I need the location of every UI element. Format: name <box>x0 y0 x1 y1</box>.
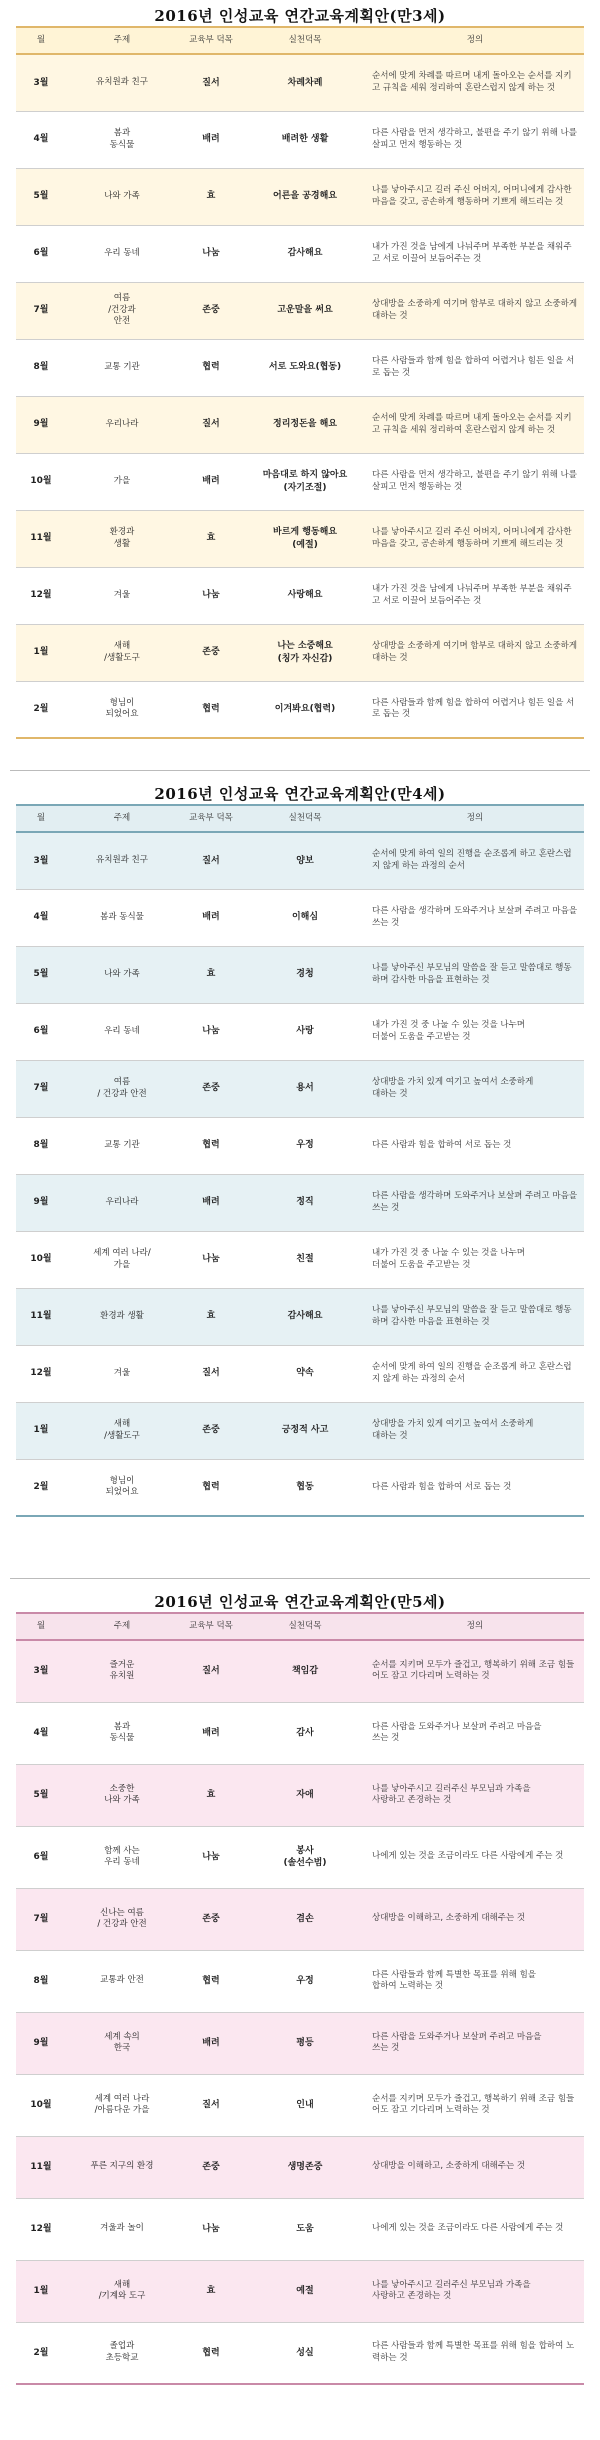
topic-cell: 즐거운 유치원 <box>66 1640 178 1702</box>
month-cell: 10월 <box>16 2074 66 2136</box>
header-practice: 실천덕목 <box>244 27 366 54</box>
practice-cell: 감사해요 <box>244 1288 366 1345</box>
practice-cell: 사랑해요 <box>244 567 366 624</box>
table-row <box>16 1288 584 1345</box>
table-row <box>16 2136 584 2198</box>
topic-cell: 새해 /생활도구 <box>66 624 178 681</box>
virtue-cell: 효 <box>178 510 244 567</box>
virtue-cell: 질서 <box>178 1640 244 1702</box>
table-row <box>16 2074 584 2136</box>
virtue-cell: 효 <box>178 168 244 225</box>
topic-cell: 겨울 <box>66 1345 178 1402</box>
table-row <box>16 2012 584 2074</box>
section-title: 2016년 인성교육 연간교육계획안(만3세) <box>154 6 446 25</box>
definition-cell: 순서에 맞게 차례를 따르며 내게 돌아오는 순서를 지키고 규칙을 세워 정리하여 혼란스럽지 않게 하는 것 <box>366 54 584 111</box>
month-cell: 3월 <box>16 54 66 111</box>
definition-cell: 다른 사람을 도와주거나 보살펴 주려고 마음을 쓰는 것 <box>366 1702 584 1764</box>
definition-cell: 상대방을 소중하게 여기며 함부로 대하지 않고 소중하게 대하는 것 <box>366 624 584 681</box>
table-row <box>16 225 584 282</box>
header-definition: 정의 <box>366 1613 584 1640</box>
practice-cell: 경청 <box>244 946 366 1003</box>
month-cell: 8월 <box>16 1117 66 1174</box>
topic-cell: 형님이 되었어요 <box>66 1459 178 1516</box>
month-cell: 9월 <box>16 2012 66 2074</box>
month-cell: 8월 <box>16 1950 66 2012</box>
topic-cell: 세계 여러 나라 /아름다운 가을 <box>66 2074 178 2136</box>
virtue-cell: 배려 <box>178 2012 244 2074</box>
table-row <box>16 1003 584 1060</box>
virtue-cell: 질서 <box>178 1345 244 1402</box>
topic-cell: 교통 기관 <box>66 1117 178 1174</box>
virtue-cell: 질서 <box>178 2074 244 2136</box>
definition-cell: 내가 가진 것을 남에게 나눠주며 부족한 부분을 채워주고 서로 이끌어 보듬어주는 것 <box>366 567 584 624</box>
practice-cell: 약속 <box>244 1345 366 1402</box>
virtue-cell: 배려 <box>178 111 244 168</box>
definition-cell: 다른 사람을 도와주거나 보살펴 주려고 마음을 쓰는 것 <box>366 2012 584 2074</box>
definition-cell: 나를 낳아주시고 길러 주신 어버지, 어머니에게 감사한 마음을 갖고, 공손하게 행동하며 기쁘게 해드리는 것 <box>366 510 584 567</box>
virtue-cell: 존중 <box>178 2136 244 2198</box>
virtue-cell: 나눔 <box>178 1003 244 1060</box>
definition-cell: 다른 사람과 힘을 합하여 서로 돕는 것 <box>366 1117 584 1174</box>
table-row <box>16 453 584 510</box>
virtue-cell: 존중 <box>178 1060 244 1117</box>
practice-cell: 정직 <box>244 1174 366 1231</box>
topic-cell: 우리나라 <box>66 1174 178 1231</box>
plan-table <box>16 1612 584 2385</box>
practice-cell: 책임감 <box>244 1640 366 1702</box>
topic-cell: 세계 여러 나라/ 가을 <box>66 1231 178 1288</box>
header-virtue: 교육부 덕목 <box>178 805 244 832</box>
virtue-cell: 질서 <box>178 54 244 111</box>
virtue-cell: 배려 <box>178 1174 244 1231</box>
virtue-cell: 존중 <box>178 282 244 339</box>
table-row <box>16 1402 584 1459</box>
practice-cell: 성실 <box>244 2322 366 2384</box>
month-cell: 10월 <box>16 453 66 510</box>
definition-cell: 다른 사람들과 함께 특별한 목표를 위해 힘을 합하여 노력하는 것 <box>366 2322 584 2384</box>
header-virtue: 교육부 덕목 <box>178 1613 244 1640</box>
topic-cell: 환경과 생활 <box>66 510 178 567</box>
definition-cell: 내가 가진 것 중 나눌 수 있는 것을 나누며 더불어 도움을 주고받는 것 <box>366 1231 584 1288</box>
virtue-cell: 존중 <box>178 1888 244 1950</box>
practice-cell: 예절 <box>244 2260 366 2322</box>
definition-cell: 상대방을 이해하고, 소중하게 대해주는 것 <box>366 2136 584 2198</box>
header-topic: 주제 <box>66 805 178 832</box>
practice-cell: 도움 <box>244 2198 366 2260</box>
plan-table <box>16 26 584 739</box>
virtue-cell: 협력 <box>178 2322 244 2384</box>
header-month: 월 <box>16 27 66 54</box>
practice-cell: 이해심 <box>244 889 366 946</box>
practice-cell: 배려한 생활 <box>244 111 366 168</box>
virtue-cell: 나눔 <box>178 2198 244 2260</box>
practice-cell: 우정 <box>244 1950 366 2012</box>
definition-cell: 다른 사람들과 함께 힘을 합하여 어렵거나 힘든 일을 서로 돕는 것 <box>366 339 584 396</box>
definition-cell: 순서를 지키며 모두가 즐겁고, 행복하기 위해 조금 힘들어도 잠고 기다리며 노력하는 것 <box>366 2074 584 2136</box>
definition-cell: 상대방을 가치 있게 여기고 높여서 소중하게 대하는 것 <box>366 1402 584 1459</box>
month-cell: 2월 <box>16 2322 66 2384</box>
topic-cell: 새해 /기계와 도구 <box>66 2260 178 2322</box>
definition-cell: 나에게 있는 것을 조금이라도 다른 사람에게 주는 것 <box>366 2198 584 2260</box>
topic-cell: 우리 동네 <box>66 225 178 282</box>
month-cell: 2월 <box>16 1459 66 1516</box>
month-cell: 1월 <box>16 1402 66 1459</box>
month-cell: 4월 <box>16 111 66 168</box>
definition-cell: 나를 낳아주신 부모님의 말씀을 잘 듣고 말씀대로 행동하며 감사한 마음을 표현하는 것 <box>366 946 584 1003</box>
month-cell: 3월 <box>16 832 66 889</box>
practice-cell: 어른을 공경해요 <box>244 168 366 225</box>
definition-cell: 다른 사람들과 함께 특별한 목표를 위해 힘을 합하여 노력하는 것 <box>366 1950 584 2012</box>
topic-cell: 유치원과 친구 <box>66 54 178 111</box>
topic-cell: 봄과 동식물 <box>66 889 178 946</box>
month-cell: 6월 <box>16 225 66 282</box>
plan-section-age3 <box>16 4 584 739</box>
virtue-cell: 배려 <box>178 1702 244 1764</box>
virtue-cell: 효 <box>178 2260 244 2322</box>
practice-cell: 평등 <box>244 2012 366 2074</box>
table-row <box>16 1117 584 1174</box>
header-topic: 주제 <box>66 27 178 54</box>
virtue-cell: 나눔 <box>178 1231 244 1288</box>
table-row <box>16 168 584 225</box>
practice-cell: 감사해요 <box>244 225 366 282</box>
header-definition: 정의 <box>366 805 584 832</box>
table-row <box>16 1345 584 1402</box>
month-cell: 3월 <box>16 1640 66 1702</box>
definition-cell: 다른 사람과 힘을 합하여 서로 돕는 것 <box>366 1459 584 1516</box>
topic-cell: 푸른 지구의 환경 <box>66 2136 178 2198</box>
practice-cell: 나는 소중해요 (칭가 자신감) <box>244 624 366 681</box>
section-title: 2016년 인성교육 연간교육계획안(만5세) <box>154 1592 446 1611</box>
virtue-cell: 존중 <box>178 1402 244 1459</box>
virtue-cell: 나눔 <box>178 225 244 282</box>
definition-cell: 나에게 있는 것을 조금이라도 다른 사람에게 주는 것 <box>366 1826 584 1888</box>
topic-cell: 소중한 나와 가족 <box>66 1764 178 1826</box>
topic-cell: 세계 속의 한국 <box>66 2012 178 2074</box>
definition-cell: 상대방을 소중하게 여기며 함부로 대하지 않고 소중하게 대하는 것 <box>366 282 584 339</box>
definition-cell: 순서에 맞게 하여 일의 진행을 순조롭게 하고 혼란스럽지 않게 하는 과정의 순서 <box>366 1345 584 1402</box>
topic-cell: 봄과 동식물 <box>66 1702 178 1764</box>
virtue-cell: 효 <box>178 1764 244 1826</box>
header-month: 월 <box>16 1613 66 1640</box>
virtue-cell: 존중 <box>178 624 244 681</box>
table-row <box>16 946 584 1003</box>
topic-cell: 우리나라 <box>66 396 178 453</box>
definition-cell: 상대방을 이해하고, 소중하게 대해주는 것 <box>366 1888 584 1950</box>
month-cell: 12월 <box>16 1345 66 1402</box>
virtue-cell: 배려 <box>178 453 244 510</box>
practice-cell: 사랑 <box>244 1003 366 1060</box>
topic-cell: 우리 동네 <box>66 1003 178 1060</box>
table-row <box>16 1826 584 1888</box>
topic-cell: 나와 가족 <box>66 946 178 1003</box>
definition-cell: 다른 사람을 생각하며 도와주거나 보살펴 주려고 마음을 쓰는 것 <box>366 889 584 946</box>
virtue-cell: 협력 <box>178 1459 244 1516</box>
table-row <box>16 681 584 738</box>
virtue-cell: 나눔 <box>178 567 244 624</box>
definition-cell: 순서를 지키며 모두가 즐겁고, 행복하기 위해 조금 힘들어도 잠고 기다리며 노력하는 것 <box>366 1640 584 1702</box>
topic-cell: 환경과 생활 <box>66 1288 178 1345</box>
practice-cell: 긍정적 사고 <box>244 1402 366 1459</box>
month-cell: 5월 <box>16 946 66 1003</box>
table-row <box>16 2260 584 2322</box>
practice-cell: 용서 <box>244 1060 366 1117</box>
header-month: 월 <box>16 805 66 832</box>
month-cell: 2월 <box>16 681 66 738</box>
month-cell: 1월 <box>16 2260 66 2322</box>
topic-cell: 형님이 되었어요 <box>66 681 178 738</box>
table-row <box>16 111 584 168</box>
month-cell: 11월 <box>16 1288 66 1345</box>
definition-cell: 내가 가진 것을 남에게 나눠주며 부족한 부분을 채워주고 서로 이끌어 보듬어주는 것 <box>366 225 584 282</box>
practice-cell: 차례차례 <box>244 54 366 111</box>
table-row <box>16 1888 584 1950</box>
topic-cell: 유치원과 친구 <box>66 832 178 889</box>
table-row <box>16 396 584 453</box>
topic-cell: 새해 /생활도구 <box>66 1402 178 1459</box>
header-practice: 실천덕목 <box>244 805 366 832</box>
month-cell: 7월 <box>16 1888 66 1950</box>
virtue-cell: 나눔 <box>178 1826 244 1888</box>
month-cell: 8월 <box>16 339 66 396</box>
header-practice: 실천덕목 <box>244 1613 366 1640</box>
month-cell: 6월 <box>16 1003 66 1060</box>
virtue-cell: 질서 <box>178 832 244 889</box>
practice-cell: 자애 <box>244 1764 366 1826</box>
table-row <box>16 2198 584 2260</box>
practice-cell: 봉사 (솔선수범) <box>244 1826 366 1888</box>
table-row <box>16 1702 584 1764</box>
practice-cell: 협동 <box>244 1459 366 1516</box>
practice-cell: 서로 도와요(협동) <box>244 339 366 396</box>
practice-cell: 정리정돈을 해요 <box>244 396 366 453</box>
plan-section-age4 <box>16 782 584 1517</box>
table-header-row <box>16 27 584 54</box>
month-cell: 6월 <box>16 1826 66 1888</box>
month-cell: 4월 <box>16 1702 66 1764</box>
topic-cell: 신나는 여름 / 건강과 안전 <box>66 1888 178 1950</box>
topic-cell: 가을 <box>66 453 178 510</box>
practice-cell: 고운말을 써요 <box>244 282 366 339</box>
month-cell: 9월 <box>16 1174 66 1231</box>
topic-cell: 함께 사는 우리 동네 <box>66 1826 178 1888</box>
table-row <box>16 832 584 889</box>
header-definition: 정의 <box>366 27 584 54</box>
table-row <box>16 1174 584 1231</box>
month-cell: 7월 <box>16 1060 66 1117</box>
table-row <box>16 624 584 681</box>
definition-cell: 나를 낳아주시고 길러 주신 어버지, 어머니에게 감사한 마음을 갖고, 공손하게 행동하며 기쁘게 해드리는 것 <box>366 168 584 225</box>
definition-cell: 나를 낳아주신 부모님의 말씀을 잘 듣고 말씀대로 행동하며 감사한 마음을 표현하는 것 <box>366 1288 584 1345</box>
month-cell: 7월 <box>16 282 66 339</box>
virtue-cell: 효 <box>178 946 244 1003</box>
table-header-row <box>16 805 584 832</box>
month-cell: 5월 <box>16 1764 66 1826</box>
definition-cell: 다른 사람을 먼저 생각하고, 불편을 주기 않기 위해 나를 살피고 먼저 행동하는 것 <box>366 111 584 168</box>
section-divider <box>10 1578 590 1579</box>
practice-cell: 인내 <box>244 2074 366 2136</box>
header-topic: 주제 <box>66 1613 178 1640</box>
practice-cell: 양보 <box>244 832 366 889</box>
practice-cell: 우정 <box>244 1117 366 1174</box>
topic-cell: 겨울 <box>66 567 178 624</box>
table-row <box>16 54 584 111</box>
virtue-cell: 효 <box>178 1288 244 1345</box>
virtue-cell: 배려 <box>178 889 244 946</box>
section-divider <box>10 770 590 771</box>
definition-cell: 내가 가진 것 중 나눌 수 있는 것을 나누며 더불어 도움을 주고받는 것 <box>366 1003 584 1060</box>
header-virtue: 교육부 덕목 <box>178 27 244 54</box>
table-row <box>16 510 584 567</box>
table-row <box>16 282 584 339</box>
practice-cell: 마음대로 하지 않아요 (자기조절) <box>244 453 366 510</box>
topic-cell: 봄과 동식물 <box>66 111 178 168</box>
table-row <box>16 1060 584 1117</box>
virtue-cell: 협력 <box>178 339 244 396</box>
table-row <box>16 1950 584 2012</box>
month-cell: 12월 <box>16 567 66 624</box>
table-row <box>16 1764 584 1826</box>
month-cell: 10월 <box>16 1231 66 1288</box>
table-row <box>16 1231 584 1288</box>
virtue-cell: 협력 <box>178 1117 244 1174</box>
topic-cell: 여름 / 건강과 안전 <box>66 1060 178 1117</box>
definition-cell: 순서에 맞게 하여 일의 진행을 순조롭게 하고 혼란스럽지 않게 하는 과정의 순서 <box>366 832 584 889</box>
plan-section-age5 <box>16 1590 584 2385</box>
virtue-cell: 협력 <box>178 1950 244 2012</box>
virtue-cell: 질서 <box>178 396 244 453</box>
definition-cell: 상대방을 가치 있게 여기고 높여서 소중하게 대하는 것 <box>366 1060 584 1117</box>
topic-cell: 여름 /건강과 안전 <box>66 282 178 339</box>
definition-cell: 다른 사람을 생각하며 도와주거나 보살펴 주려고 마음을 쓰는 것 <box>366 1174 584 1231</box>
month-cell: 4월 <box>16 889 66 946</box>
month-cell: 11월 <box>16 510 66 567</box>
definition-cell: 순서에 맞게 차례를 따르며 내게 돌아오는 순서를 지키고 규칙을 세워 정리하여 혼란스럽지 않게 하는 것 <box>366 396 584 453</box>
practice-cell: 바르게 행동해요 (예절) <box>244 510 366 567</box>
definition-cell: 나를 낳아주시고 길러주신 부모님과 가족을 사랑하고 존경하는 것 <box>366 2260 584 2322</box>
topic-cell: 교통 기관 <box>66 339 178 396</box>
table-row <box>16 1459 584 1516</box>
month-cell: 5월 <box>16 168 66 225</box>
practice-cell: 감사 <box>244 1702 366 1764</box>
table-row <box>16 1640 584 1702</box>
topic-cell: 교통과 안전 <box>66 1950 178 2012</box>
virtue-cell: 협력 <box>178 681 244 738</box>
topic-cell: 나와 가족 <box>66 168 178 225</box>
month-cell: 1월 <box>16 624 66 681</box>
definition-cell: 다른 사람을 먼저 생각하고, 불편을 주기 않기 위해 나를 살피고 먼저 행동하는 것 <box>366 453 584 510</box>
practice-cell: 친절 <box>244 1231 366 1288</box>
definition-cell: 다른 사람들과 함께 힘을 합하여 어렵거나 힘든 일을 서로 돕는 것 <box>366 681 584 738</box>
table-header-row <box>16 1613 584 1640</box>
table-row <box>16 339 584 396</box>
practice-cell: 생명존중 <box>244 2136 366 2198</box>
topic-cell: 겨울과 놀이 <box>66 2198 178 2260</box>
table-row <box>16 567 584 624</box>
plan-table <box>16 804 584 1517</box>
section-title: 2016년 인성교육 연간교육계획안(만4세) <box>154 784 446 803</box>
definition-cell: 나를 낳아주시고 길러주신 부모님과 가족을 사랑하고 존경하는 것 <box>366 1764 584 1826</box>
topic-cell: 졸업과 초등학교 <box>66 2322 178 2384</box>
practice-cell: 이겨봐요(협력) <box>244 681 366 738</box>
table-row <box>16 2322 584 2384</box>
month-cell: 9월 <box>16 396 66 453</box>
table-row <box>16 889 584 946</box>
practice-cell: 겸손 <box>244 1888 366 1950</box>
month-cell: 12월 <box>16 2198 66 2260</box>
month-cell: 11월 <box>16 2136 66 2198</box>
